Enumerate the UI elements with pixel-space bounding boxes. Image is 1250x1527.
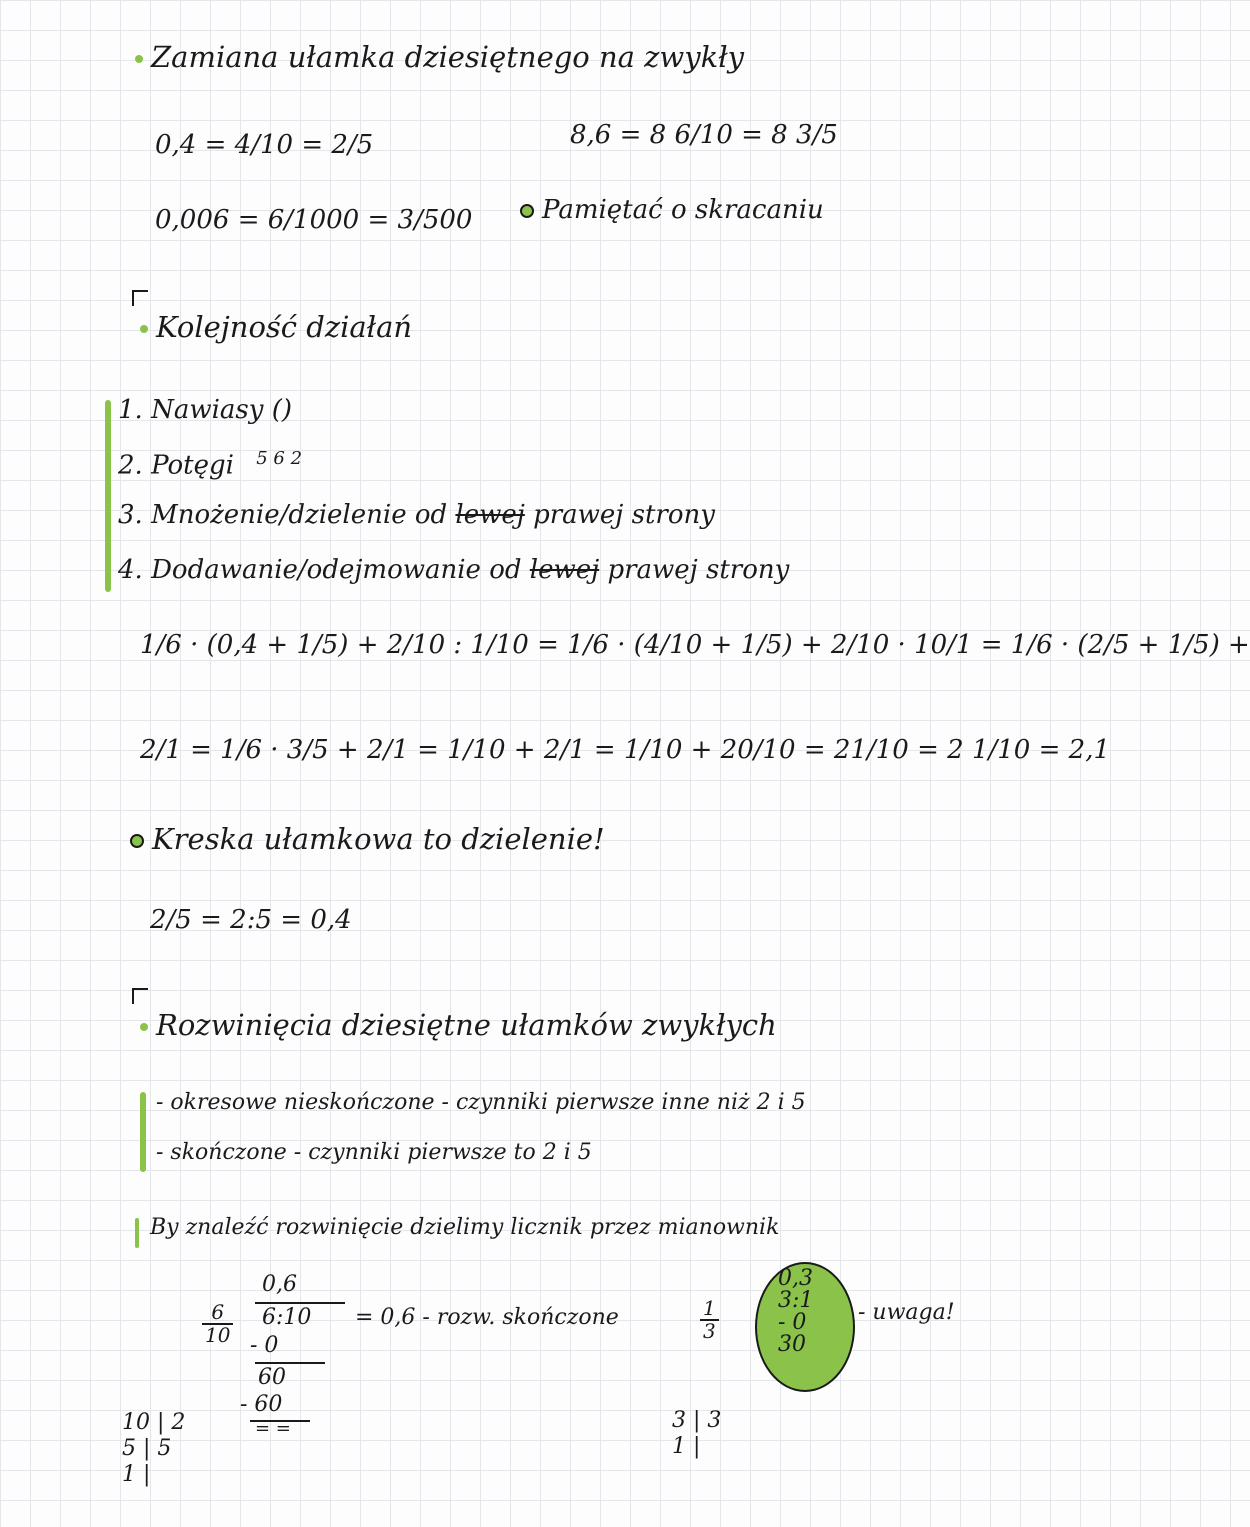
section-corner-mark: [132, 988, 148, 1004]
rule-1: 1. Nawiasy (): [118, 395, 292, 425]
rule-4: 4. Dodawanie/odejmowanie od lewej prawej strony: [118, 555, 790, 585]
fraction-bar-note: Kreska ułamkowa to dzielenie!: [130, 822, 605, 856]
factorization-3: 3 | 3 1 |: [672, 1408, 722, 1459]
division-expression: 6:10: [262, 1305, 312, 1330]
fraction-1-3: $\frac{1}{3}$: [698, 1298, 721, 1342]
bullet-icon: [140, 1023, 148, 1031]
note-dot-icon: [130, 834, 144, 848]
example-0-006: 0,006 = 6/1000 = 3/500: [155, 205, 473, 235]
green-margin-bar: [135, 1218, 139, 1248]
division-conclusion: = 0,6 - rozw. skończone: [355, 1305, 619, 1330]
section2-title: Kolejność działań: [140, 310, 412, 344]
calc-line-2: 2/1 = 1/6 · 3/5 + 2/1 = 1/10 + 2/1 = 1/10 + 20/10 = 21/10 = 2 1/10 = 2,1: [140, 735, 1111, 765]
division-step-4: = =: [255, 1418, 291, 1439]
crossed-word: lewej: [455, 500, 525, 530]
bullet-icon: [140, 325, 148, 333]
rule-2: 2. Potęgi $^{5 6 2}$: [118, 448, 303, 481]
division-line: [255, 1302, 345, 1304]
division-step-2: 60: [258, 1365, 286, 1390]
section4-title: Rozwinięcia dziesiętne ułamków zwykłych: [140, 1008, 777, 1042]
green-margin-bar: [140, 1092, 146, 1172]
fraction-6-10: $\frac{6}{10}$: [200, 1302, 235, 1346]
powers-example: 5 6 2: [256, 448, 303, 469]
example-0-4: 0,4 = 4/10 = 2/5: [155, 130, 374, 160]
calc-line-1: 1/6 · (0,4 + 1/5) + 2/10 : 1/10 = 1/6 · (4/10 + 1/5) + 2/10 · 10/1 = 1/6 · (2/5 + 1/5) +: [140, 630, 1250, 660]
bullet-icon: [135, 55, 143, 63]
section1-title: Zamiana ułamka dziesiętnego na zwykły: [135, 40, 744, 74]
rule-3: 3. Mnożenie/dzielenie od lewej prawej strony: [118, 500, 715, 530]
factorization-10: 10 | 2 5 | 5 1 |: [122, 1410, 186, 1487]
division-example: 2/5 = 2:5 = 0,4: [150, 905, 352, 935]
division-line: [255, 1362, 325, 1364]
example-8-6: 8,6 = 8 6/10 = 8 3/5: [570, 120, 838, 150]
crossed-word: lewej: [529, 555, 600, 585]
third-division: 0,3 3:1 - 0 30: [778, 1266, 814, 1357]
method-note: By znaleźć rozwinięcie dzielimy licznik przez mianownik: [150, 1215, 780, 1240]
division-step-3: - 60: [240, 1392, 283, 1417]
green-margin-bar: [105, 400, 111, 592]
warning-note: - uwaga!: [858, 1300, 955, 1325]
decimal-periodic: - okresowe nieskończone - czynniki pierwsze inne niż 2 i 5: [156, 1090, 806, 1115]
decimal-finite: - skończone - czynniki pierwsze to 2 i 5: [156, 1140, 592, 1165]
division-result: 0,6: [262, 1272, 297, 1297]
section-corner-mark: [132, 290, 148, 306]
note-reduction: Pamiętać o skracaniu: [520, 195, 824, 225]
division-step-1: - 0: [250, 1333, 279, 1358]
note-dot-icon: [520, 204, 534, 218]
